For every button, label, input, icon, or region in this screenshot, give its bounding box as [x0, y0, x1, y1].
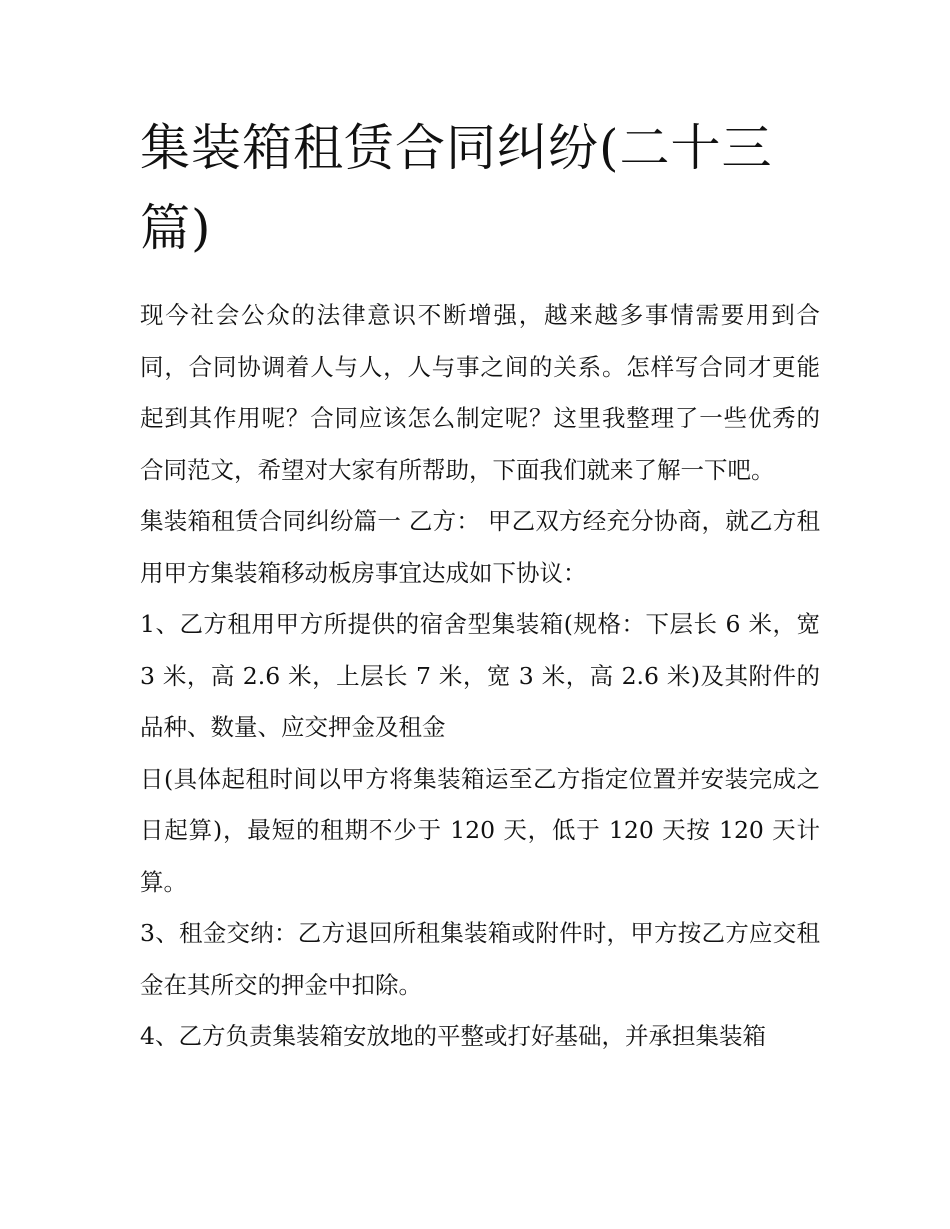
document-title: 集装箱租赁合同纠纷(二十三篇) — [140, 119, 773, 257]
document-body — [140, 108, 820, 1063]
paragraph-clause-1: 1、乙方租用甲方所提供的宿舍型集装箱(规格：下层长 6 米，宽 3 米，高 2.6 米，上层长 7 米，宽 3 米，高 2.6 米)及其附件的品种、数量、应交押金及租金 — [140, 610, 820, 741]
paragraph-intro: 现今社会公众的法律意识不断增强，越来越多事情需要用到合同，合同协调着人与人，人与事之间的关系。怎样写合同才更能起到其作用呢？合同应该怎么制定呢？这里我整理了一些优秀的合同范文，希望对大家有所帮助，下面我们就来了解一下吧。 — [140, 301, 820, 484]
paragraph-clause-3: 3、租金交纳：乙方退回所租集装箱或附件时，甲方按乙方应交租金在其所交的押金中扣除。 — [140, 919, 820, 999]
paragraph-article-one-heading: 集装箱租赁合同纠纷篇一 乙方： 甲乙双方经充分协商，就乙方租用甲方集装箱移动板房事宜达成如下协议： — [140, 507, 820, 587]
title-spacer — [140, 268, 820, 290]
paragraph-clause-4: 4、乙方负责集装箱安放地的平整或打好基础，并承担集装箱 — [140, 1022, 766, 1050]
paragraph-rental-start: 日(具体起租时间以甲方将集装箱运至乙方指定位置并安装完成之日起算)，最短的租期不少于 120 天，低于 120 天按 120 天计算。 — [140, 764, 820, 896]
